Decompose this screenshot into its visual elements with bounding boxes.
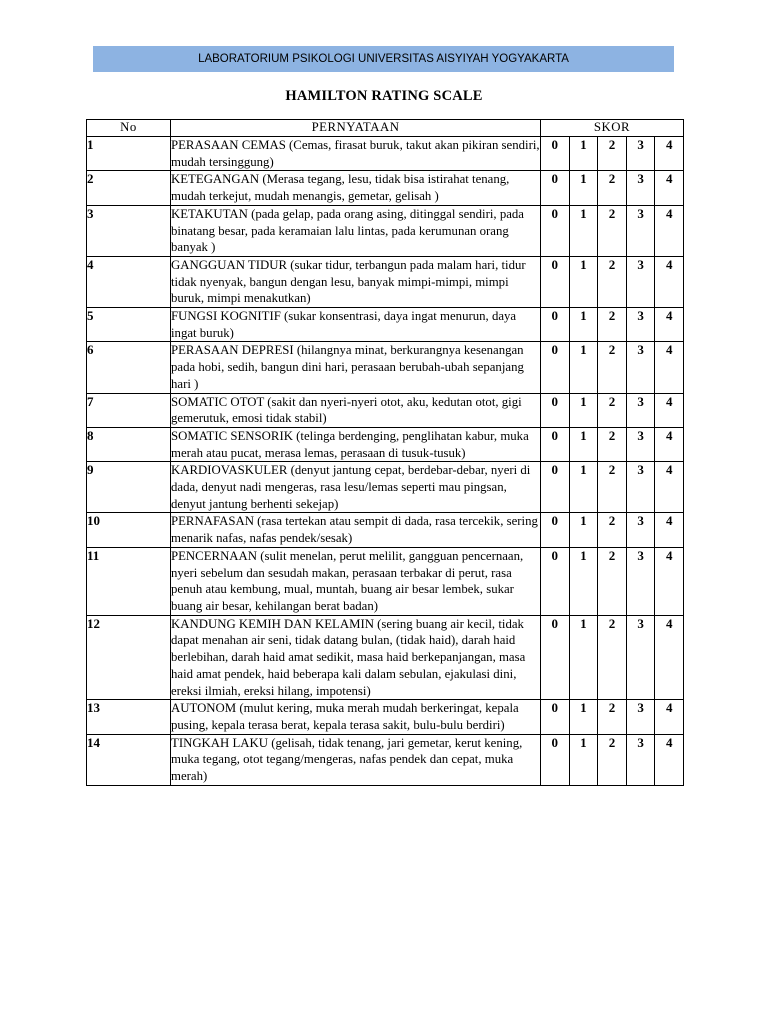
score-option-3[interactable]: 3 bbox=[626, 462, 655, 513]
score-option-0[interactable]: 0 bbox=[541, 700, 570, 734]
table-row bbox=[87, 427, 684, 461]
statement-detail: (Cemas, firasat buruk, takut akan pikiran sendiri, mudah tersinggung) bbox=[171, 138, 540, 169]
table-row bbox=[87, 700, 684, 734]
score-option-3[interactable]: 3 bbox=[626, 734, 655, 785]
table-row bbox=[87, 342, 684, 393]
hamilton-rating-table bbox=[86, 119, 684, 786]
statement-cell bbox=[171, 342, 541, 393]
score-option-1[interactable]: 1 bbox=[569, 308, 598, 342]
column-header-no: No bbox=[87, 120, 171, 137]
score-option-1[interactable]: 1 bbox=[569, 547, 598, 615]
score-option-0[interactable]: 0 bbox=[541, 462, 570, 513]
score-option-2[interactable]: 2 bbox=[598, 342, 627, 393]
statement-detail: (gelisah, tidak tenang, jari gemetar, kerut kening, muka tegang, otot tegang/mengeras, nafas pendek dan cepat, muka merah) bbox=[171, 735, 523, 784]
column-header-statement: PERNYATAAN bbox=[171, 120, 541, 137]
statement-heading: KANDUNG KEMIH DAN KELAMIN bbox=[171, 616, 374, 631]
score-option-2[interactable]: 2 bbox=[598, 734, 627, 785]
score-option-4[interactable]: 4 bbox=[655, 137, 684, 171]
score-option-2[interactable]: 2 bbox=[598, 615, 627, 700]
statement-detail: (telinga berdenging, penglihatan kabur, muka merah atau pucat, merasa lemas, perasaan di tusuk-tusuk) bbox=[171, 428, 529, 460]
table-row bbox=[87, 308, 684, 342]
score-option-1[interactable]: 1 bbox=[569, 137, 598, 171]
statement-detail: (pada gelap, pada orang asing, ditinggal sendiri, pada binatang besar, pada keramaian lalu lintas, pada kerumunan orang banyak ) bbox=[171, 206, 524, 255]
score-option-4[interactable]: 4 bbox=[655, 513, 684, 547]
table-row bbox=[87, 256, 684, 307]
row-number: 10 bbox=[87, 513, 171, 547]
score-option-3[interactable]: 3 bbox=[626, 393, 655, 427]
score-option-4[interactable]: 4 bbox=[655, 256, 684, 307]
score-option-0[interactable]: 0 bbox=[541, 393, 570, 427]
score-option-3[interactable]: 3 bbox=[626, 171, 655, 205]
statement-cell bbox=[171, 734, 541, 785]
score-option-4[interactable]: 4 bbox=[655, 462, 684, 513]
statement-heading: SOMATIC OTOT bbox=[171, 394, 265, 409]
table-row bbox=[87, 393, 684, 427]
statement-cell bbox=[171, 700, 541, 734]
statement-detail: (sakit dan nyeri-nyeri otot, aku, kedutan otot, gigi gemerutuk, emosi tidak stabil) bbox=[171, 394, 522, 426]
score-option-0[interactable]: 0 bbox=[541, 137, 570, 171]
statement-cell bbox=[171, 615, 541, 700]
row-number: 5 bbox=[87, 308, 171, 342]
statement-cell bbox=[171, 462, 541, 513]
statement-cell bbox=[171, 256, 541, 307]
score-option-3[interactable]: 3 bbox=[626, 700, 655, 734]
statement-cell bbox=[171, 171, 541, 205]
score-option-4[interactable]: 4 bbox=[655, 734, 684, 785]
score-option-0[interactable]: 0 bbox=[541, 205, 570, 256]
statement-heading: PENCERNAAN bbox=[171, 548, 258, 563]
score-option-3[interactable]: 3 bbox=[626, 137, 655, 171]
score-option-0[interactable]: 0 bbox=[541, 513, 570, 547]
row-number: 9 bbox=[87, 462, 171, 513]
statement-heading: PERNAFASAN bbox=[171, 514, 254, 529]
statement-heading: GANGGUAN TIDUR bbox=[171, 257, 287, 272]
score-option-4[interactable]: 4 bbox=[655, 393, 684, 427]
row-number: 13 bbox=[87, 700, 171, 734]
score-option-0[interactable]: 0 bbox=[541, 734, 570, 785]
table-header-row bbox=[87, 120, 684, 137]
score-option-1[interactable]: 1 bbox=[569, 393, 598, 427]
score-option-1[interactable]: 1 bbox=[569, 342, 598, 393]
statement-cell bbox=[171, 513, 541, 547]
statement-cell bbox=[171, 308, 541, 342]
table-row bbox=[87, 137, 684, 171]
row-number: 14 bbox=[87, 734, 171, 785]
statement-detail: (sulit menelan, perut melilit, gangguan pencernaan, nyeri sebelum dan sesudah makan, perasaan terbakar di perut, rasa penuh atau kembung, mual, muntah, buang air besar lembek, sukar buang air besar, kehilangan berat badan) bbox=[171, 548, 524, 613]
statement-cell bbox=[171, 205, 541, 256]
score-option-2[interactable]: 2 bbox=[598, 393, 627, 427]
score-option-2[interactable]: 2 bbox=[598, 137, 627, 171]
statement-heading: KARDIOVASKULER bbox=[171, 463, 288, 478]
score-option-2[interactable]: 2 bbox=[598, 462, 627, 513]
statement-detail: (sering buang air kecil, tidak dapat menahan air seni, tidak datang bulan, (tidak haid), darah haid berlebihan, darah haid amat sedikit, masa haid berkepanjangan, masa haid amat pendek, haid beberapa kali dalam sebulan, ejakulasi dini, ereksi ilmiah, ereksi hilang, impotensi) bbox=[171, 616, 526, 698]
column-header-score: SKOR bbox=[541, 120, 684, 137]
statement-heading: PERASAAN CEMAS bbox=[171, 138, 286, 152]
row-number: 1 bbox=[87, 137, 171, 171]
score-option-1[interactable]: 1 bbox=[569, 256, 598, 307]
statement-detail: (sukar tidur, terbangun pada malam hari, tidur tidak nyenyak, bangun dengan lesu, banyak mimpi-mimpi, mimpi buruk, mimpi menakutkan) bbox=[171, 257, 526, 306]
row-number: 7 bbox=[87, 393, 171, 427]
score-option-3[interactable]: 3 bbox=[626, 205, 655, 256]
page-title: HAMILTON RATING SCALE bbox=[285, 88, 483, 104]
row-number: 3 bbox=[87, 205, 171, 256]
score-option-0[interactable]: 0 bbox=[541, 427, 570, 461]
row-number: 4 bbox=[87, 256, 171, 307]
statement-cell bbox=[171, 137, 541, 171]
table-row bbox=[87, 734, 684, 785]
statement-heading: KETAKUTAN bbox=[171, 206, 248, 221]
statement-detail: (rasa tertekan atau sempit di dada, rasa tercekik, sering menarik nafas, nafas pendek/sesak) bbox=[171, 514, 538, 546]
score-option-2[interactable]: 2 bbox=[598, 547, 627, 615]
score-option-1[interactable]: 1 bbox=[569, 427, 598, 461]
row-number: 11 bbox=[87, 547, 171, 615]
score-option-4[interactable]: 4 bbox=[655, 615, 684, 700]
table-body bbox=[87, 137, 684, 786]
score-option-0[interactable]: 0 bbox=[541, 342, 570, 393]
table-row bbox=[87, 462, 684, 513]
score-option-3[interactable]: 3 bbox=[626, 427, 655, 461]
row-number: 6 bbox=[87, 342, 171, 393]
score-option-2[interactable]: 2 bbox=[598, 205, 627, 256]
score-option-4[interactable]: 4 bbox=[655, 700, 684, 734]
score-option-2[interactable]: 2 bbox=[598, 308, 627, 342]
statement-detail: (denyut jantung cepat, berdebar-debar, nyeri di dada, denyut nadi mengeras, rasa lesu/lemas seperti mau pingsan, denyut jantung berhenti sekejap) bbox=[171, 463, 531, 511]
score-option-1[interactable]: 1 bbox=[569, 700, 598, 734]
statement-detail: (hilangnya minat, berkurangnya kesenangan pada hobi, sedih, bangun dini hari, perasaan berubah-ubah sepanjang hari ) bbox=[171, 343, 524, 391]
score-option-0[interactable]: 0 bbox=[541, 308, 570, 342]
row-number: 8 bbox=[87, 427, 171, 461]
score-option-4[interactable]: 4 bbox=[655, 205, 684, 256]
row-number: 12 bbox=[87, 615, 171, 700]
statement-detail: (Merasa tegang, lesu, tidak bisa istirahat tenang, mudah terkejut, mudah menangis, gemetar, gelisah ) bbox=[171, 172, 510, 204]
score-option-3[interactable]: 3 bbox=[626, 308, 655, 342]
score-option-1[interactable]: 1 bbox=[569, 171, 598, 205]
statement-heading: SOMATIC SENSORIK bbox=[171, 428, 293, 443]
score-option-3[interactable]: 3 bbox=[626, 547, 655, 615]
table-row bbox=[87, 513, 684, 547]
table-row bbox=[87, 205, 684, 256]
score-option-2[interactable]: 2 bbox=[598, 171, 627, 205]
score-option-4[interactable]: 4 bbox=[655, 171, 684, 205]
lab-banner: LABORATORIUM PSIKOLOGI UNIVERSITAS AISYIYAH YOGYAKARTA bbox=[93, 46, 674, 72]
score-option-0[interactable]: 0 bbox=[541, 615, 570, 700]
score-option-3[interactable]: 3 bbox=[626, 513, 655, 547]
score-option-2[interactable]: 2 bbox=[598, 427, 627, 461]
statement-heading: FUNGSI KOGNITIF bbox=[171, 309, 281, 324]
score-option-2[interactable]: 2 bbox=[598, 513, 627, 547]
score-option-1[interactable]: 1 bbox=[569, 462, 598, 513]
score-option-2[interactable]: 2 bbox=[598, 256, 627, 307]
score-option-1[interactable]: 1 bbox=[569, 205, 598, 256]
statement-detail: (mulut kering, muka merah mudah berkeringat, kepala pusing, kepala terasa berat, kepala terasa sakit, bulu-bulu berdiri) bbox=[171, 701, 519, 732]
statement-cell bbox=[171, 393, 541, 427]
score-option-1[interactable]: 1 bbox=[569, 513, 598, 547]
score-option-0[interactable]: 0 bbox=[541, 171, 570, 205]
score-option-4[interactable]: 4 bbox=[655, 547, 684, 615]
score-option-3[interactable]: 3 bbox=[626, 342, 655, 393]
score-option-4[interactable]: 4 bbox=[655, 427, 684, 461]
row-number: 2 bbox=[87, 171, 171, 205]
score-option-4[interactable]: 4 bbox=[655, 308, 684, 342]
score-option-1[interactable]: 1 bbox=[569, 734, 598, 785]
score-option-3[interactable]: 3 bbox=[626, 256, 655, 307]
statement-cell bbox=[171, 427, 541, 461]
statement-heading: KETEGANGAN bbox=[171, 172, 260, 187]
statement-detail: (sukar konsentrasi, daya ingat menurun, daya ingat buruk) bbox=[171, 309, 517, 340]
score-option-0[interactable]: 0 bbox=[541, 547, 570, 615]
score-option-3[interactable]: 3 bbox=[626, 615, 655, 700]
statement-heading: AUTONOM bbox=[171, 701, 237, 716]
score-option-0[interactable]: 0 bbox=[541, 256, 570, 307]
statement-heading: PERASAAN DEPRESI bbox=[171, 343, 294, 358]
table-row bbox=[87, 547, 684, 615]
score-option-1[interactable]: 1 bbox=[569, 615, 598, 700]
table-row bbox=[87, 171, 684, 205]
score-option-4[interactable]: 4 bbox=[655, 342, 684, 393]
statement-cell bbox=[171, 547, 541, 615]
score-option-2[interactable]: 2 bbox=[598, 700, 627, 734]
statement-heading: TINGKAH LAKU bbox=[171, 735, 269, 750]
table-row bbox=[87, 615, 684, 700]
